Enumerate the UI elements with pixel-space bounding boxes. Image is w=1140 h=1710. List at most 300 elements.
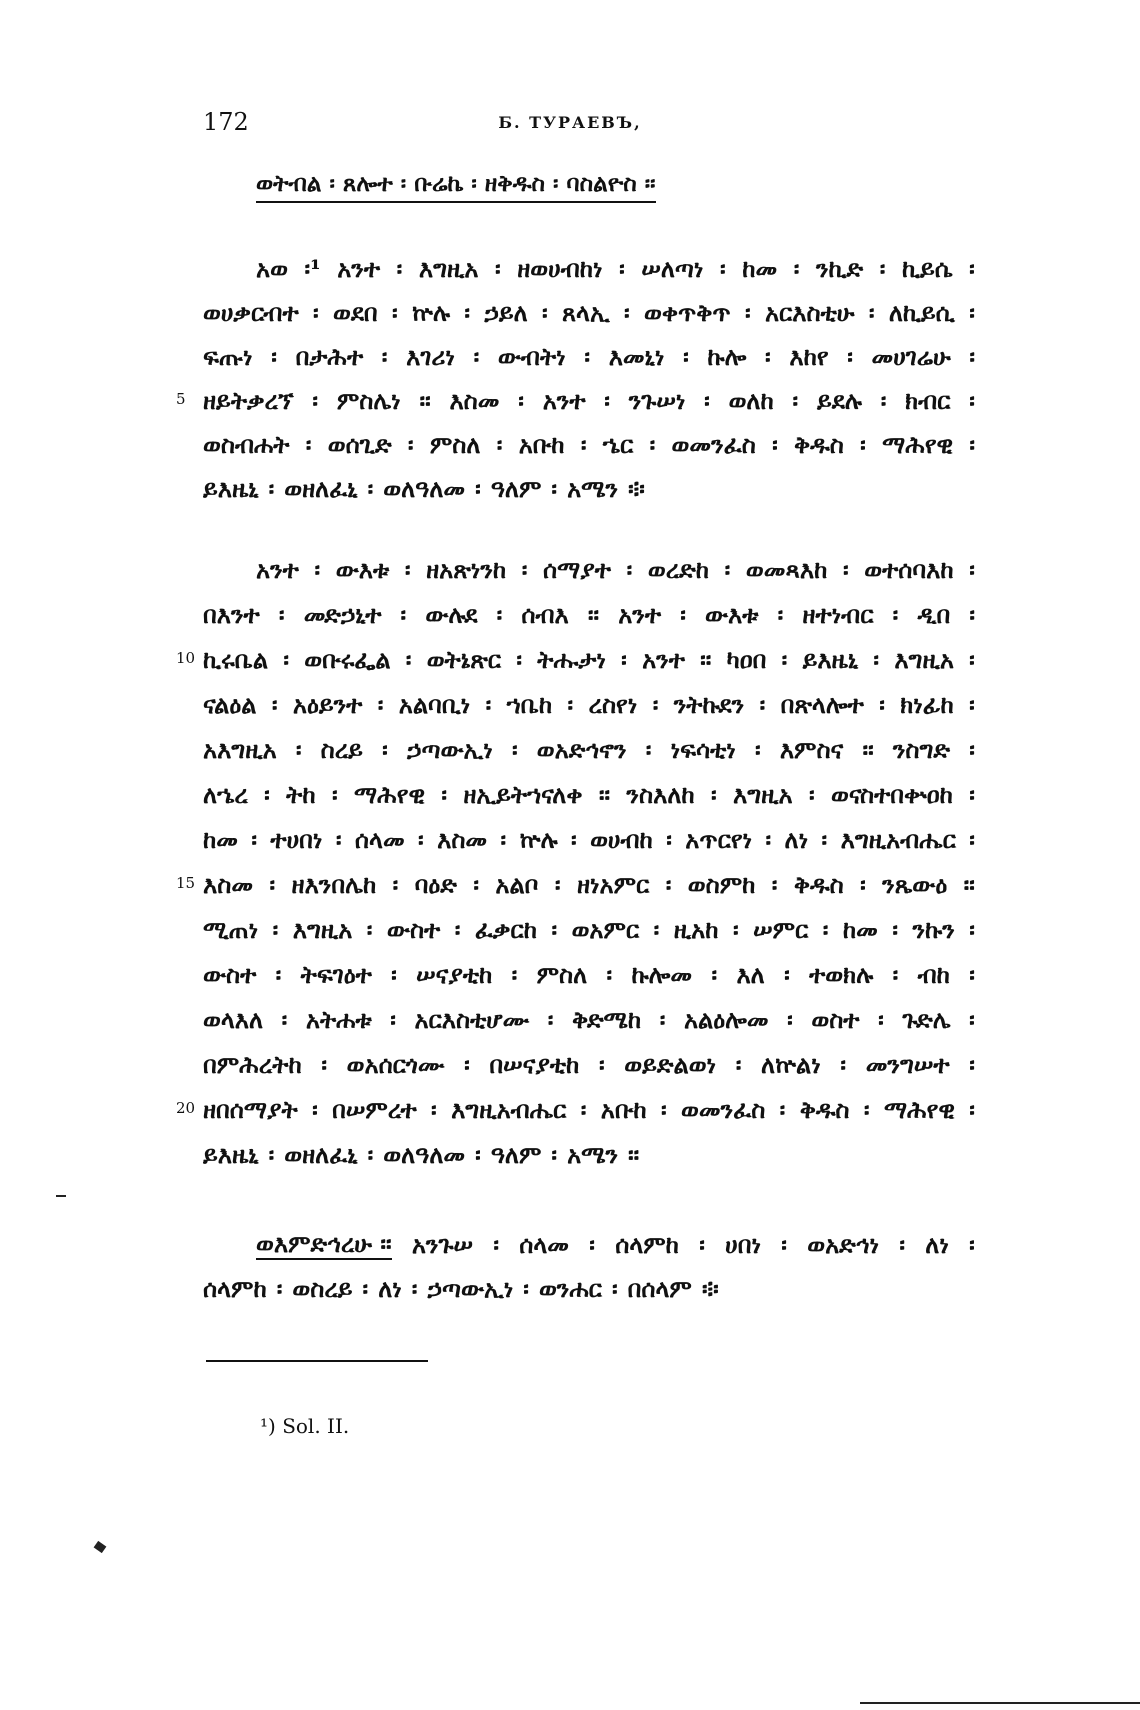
word: ፡ xyxy=(511,959,518,989)
word: ወቡሩፌል xyxy=(304,644,391,674)
word: ፡ xyxy=(645,734,652,764)
word: ኃጣውኢነ xyxy=(427,1273,514,1303)
word: ፡ xyxy=(396,253,403,283)
word: ፡ xyxy=(295,734,302,764)
word: ምስለ xyxy=(536,959,588,989)
word: ፡ xyxy=(567,689,574,719)
word: ኄር xyxy=(602,429,634,459)
word: ለነ xyxy=(925,1229,949,1259)
word: ፍጡነ xyxy=(203,341,253,371)
word: ፡ xyxy=(754,734,761,764)
word: ሰላመ xyxy=(354,824,405,854)
word: ወስምከ xyxy=(687,869,756,899)
word: አቡከ xyxy=(600,1094,647,1124)
word: ተወክሉ xyxy=(809,959,874,989)
word: ፡ xyxy=(772,429,778,459)
word: ማሕየዊ xyxy=(883,1094,955,1124)
word: ፡ xyxy=(551,914,558,944)
word: ውእቱ xyxy=(335,554,390,584)
word: ሠለጣነ xyxy=(641,253,704,283)
word: አርእስቲሁ xyxy=(764,297,855,327)
word: ውስተ xyxy=(386,914,441,944)
word: ፡ xyxy=(547,1004,554,1034)
scan-speck xyxy=(94,1541,107,1553)
word: እምስና xyxy=(779,734,844,764)
word: በጽላሎተ xyxy=(780,689,864,719)
word: ቅዱስ xyxy=(794,429,844,459)
word: ፡ xyxy=(711,959,718,989)
word: ፡ xyxy=(868,297,875,327)
word: ትሑታነ xyxy=(537,644,606,674)
word: ንጉሠነ xyxy=(628,385,686,415)
line-number: 15 xyxy=(176,874,196,892)
word: ምስሌነ xyxy=(336,385,401,415)
word: ፡ xyxy=(464,1049,470,1079)
word: ወንሐር xyxy=(538,1273,602,1303)
text-line xyxy=(203,594,975,634)
word: ፡ xyxy=(969,1004,975,1034)
footnote xyxy=(260,1414,349,1438)
word: መንግሠተ xyxy=(865,1049,950,1079)
word: ፡ xyxy=(331,779,338,809)
word: እለ xyxy=(736,959,765,989)
word: ፡ xyxy=(551,1139,558,1169)
word: መሀገሬሁ xyxy=(871,341,951,371)
word: እከየ xyxy=(789,341,829,371)
word: ፡ xyxy=(787,1004,793,1034)
word: ትከ xyxy=(286,779,316,809)
word: ወላእለ xyxy=(203,1004,264,1034)
word: ፡ xyxy=(969,253,975,283)
word: ወትኔጽር xyxy=(426,644,502,674)
word: ፡ xyxy=(278,599,285,629)
word: ወደበ xyxy=(333,297,378,327)
word: ሰላምከ xyxy=(203,1273,267,1303)
word: አሜን xyxy=(567,473,619,503)
word: ፡ xyxy=(624,297,630,327)
word: ኃጣውኢነ xyxy=(406,734,493,764)
text-line xyxy=(256,1224,975,1264)
word: ሰብእ xyxy=(521,599,569,629)
word: ፡ xyxy=(405,644,412,674)
word: አንተ xyxy=(618,599,662,629)
word: ፡ xyxy=(969,1094,975,1124)
word: ክብር xyxy=(905,385,951,415)
word: እግዚአብሔር xyxy=(451,1094,567,1124)
word: ፡ xyxy=(842,554,849,584)
word: እስመ xyxy=(203,869,254,899)
word: ፡ xyxy=(653,914,660,944)
word: ፡ xyxy=(892,959,899,989)
word: ፡ xyxy=(611,1273,618,1303)
text-line xyxy=(203,684,975,724)
word: ፡¹ xyxy=(304,253,321,283)
word: ኪይሴ xyxy=(901,253,953,283)
text-line xyxy=(256,248,975,288)
text-line xyxy=(203,999,975,1039)
word: ፡ xyxy=(335,824,342,854)
word: ፡ xyxy=(604,385,610,415)
line-number: 10 xyxy=(176,649,196,667)
word: አሜን xyxy=(567,1139,619,1169)
section-heading: ወትብል ፡ ጸሎተ ፡ ቡሬኬ ፡ ዘቅዱስ ፡ ባስልዮስ ። xyxy=(256,170,656,203)
word: ፡ xyxy=(251,824,258,854)
word: ፡ xyxy=(485,689,492,719)
word: ፡ xyxy=(390,1004,396,1034)
word: ። xyxy=(862,734,874,764)
word: ፡ xyxy=(969,297,975,327)
word: ወአሰርጎሙ xyxy=(346,1049,445,1079)
word: ፡ xyxy=(392,869,399,899)
text-line xyxy=(203,1134,975,1174)
word: እገሪነ xyxy=(406,341,455,371)
word: ፡ xyxy=(580,429,587,459)
word: አትሐቱ xyxy=(305,1004,372,1034)
word: ፡ xyxy=(404,554,411,584)
word: ፡ xyxy=(541,297,548,327)
scan-speck xyxy=(56,1195,66,1197)
text-line xyxy=(203,424,975,464)
word: እግዚአ xyxy=(418,253,479,283)
text-line xyxy=(203,1268,975,1308)
word: ሠናያቲከ xyxy=(416,959,493,989)
word: ፡ xyxy=(598,1049,605,1079)
word: ኩሎ xyxy=(707,341,747,371)
word: ቅዱስ xyxy=(793,869,844,899)
word: ፡ xyxy=(879,253,886,283)
word: ሰማያተ xyxy=(543,554,611,584)
word: ፡ xyxy=(765,824,772,854)
word: ፡ xyxy=(571,824,577,854)
word: በምሕረትከ xyxy=(203,1049,302,1079)
word: ትፍገዕተ xyxy=(300,959,372,989)
word: ዘኢይትኀናለቀ xyxy=(463,779,583,809)
word: ወለዓለመ xyxy=(383,473,466,503)
text-line xyxy=(203,1089,975,1129)
word: ወስተ xyxy=(811,1004,860,1034)
word: ዘእንበሌከ xyxy=(291,869,377,899)
word: ፡ xyxy=(793,253,800,283)
text-line xyxy=(203,468,975,508)
word: ረስየነ xyxy=(588,689,638,719)
word: ፡ xyxy=(475,473,481,503)
word: ፡ xyxy=(366,914,373,944)
word: ፡ xyxy=(551,473,558,503)
word: አርእስቲሆሙ xyxy=(414,1004,530,1034)
word: መድኃኒተ xyxy=(303,599,382,629)
word: ፡ xyxy=(313,297,319,327)
word: ፡ xyxy=(878,1004,884,1034)
word: ፨ xyxy=(701,1273,719,1303)
word: ፡ xyxy=(735,1049,742,1079)
word: ፡ xyxy=(969,554,975,584)
word: ፡ xyxy=(863,1094,870,1124)
word: ። xyxy=(700,644,712,674)
text-line xyxy=(203,336,975,376)
word: ። xyxy=(628,1139,640,1169)
word: በሠናያቲከ xyxy=(489,1049,580,1079)
word: ሠምር xyxy=(753,914,809,944)
word: ፡ xyxy=(392,297,398,327)
word: አእግዚአ xyxy=(203,734,277,764)
word: ፡ xyxy=(321,1049,328,1079)
word: አልባቢነ xyxy=(398,689,471,719)
text-line xyxy=(203,774,975,814)
word: ቅዱስ xyxy=(799,1094,850,1124)
word: ፡ xyxy=(969,689,975,719)
word: ባዕድ xyxy=(414,869,457,899)
word: ፡ xyxy=(808,779,815,809)
word: ፡ xyxy=(969,959,975,989)
word: ፡ xyxy=(765,341,771,371)
running-title: Б. ТУРАЕВЪ, xyxy=(498,113,642,132)
word: ዓለም xyxy=(490,1139,542,1169)
word: ወአድኅኖን xyxy=(536,734,627,764)
word: ለኪይሲ xyxy=(888,297,955,327)
word: ውብትነ xyxy=(497,341,566,371)
word: ፡ xyxy=(759,689,766,719)
word: ዘይትቃረኘ xyxy=(203,385,294,415)
word: ፡ xyxy=(362,1273,369,1303)
word: ፡ xyxy=(431,1094,437,1124)
word: ፡ xyxy=(666,824,672,854)
word: ንስግድ xyxy=(892,734,951,764)
word: ወመንፈስ xyxy=(671,429,756,459)
word: ፡ xyxy=(276,1273,283,1303)
word: ኀቤከ xyxy=(506,689,553,719)
word: ፡ xyxy=(860,869,866,899)
word: ዘነአምር xyxy=(576,869,650,899)
word: ይእዜኒ xyxy=(203,1139,259,1169)
word: ፡ xyxy=(473,869,479,899)
word: እስመ xyxy=(449,385,500,415)
word: ፡ xyxy=(781,1229,787,1259)
word: ፡ xyxy=(584,341,591,371)
word: ፡ xyxy=(606,959,613,989)
line-number: 5 xyxy=(176,390,186,408)
word: ፡ xyxy=(496,429,503,459)
word: ፡ xyxy=(892,599,899,629)
word: ፡ xyxy=(969,385,975,415)
word: ወለከ xyxy=(728,385,774,415)
word: ፡ xyxy=(554,869,561,899)
word: ማሕየዊ xyxy=(354,779,425,809)
word: ሰላመ xyxy=(519,1229,569,1259)
word: ሀበነ xyxy=(725,1229,762,1259)
word: ንትኩደን xyxy=(673,689,745,719)
word: ፡ xyxy=(496,599,503,629)
word: ፡ xyxy=(969,429,975,459)
word: ከመ xyxy=(203,824,238,854)
word: ፡ xyxy=(626,554,633,584)
word: ለነ xyxy=(784,824,809,854)
line-number: 20 xyxy=(176,1099,196,1117)
word: ፡ xyxy=(704,385,710,415)
word: ፡ xyxy=(873,644,880,674)
word: ቅድሜከ xyxy=(572,1004,642,1034)
footnote-marker: ¹) xyxy=(260,1414,276,1438)
word: ወለዓለመ xyxy=(383,1139,466,1169)
word: ኃይለ xyxy=(484,297,528,327)
word: ማሕየዊ xyxy=(882,429,954,459)
word: ፡ xyxy=(580,1094,587,1124)
word: ፡ xyxy=(268,1139,275,1169)
word: ፡ xyxy=(847,341,853,371)
word: ፡ xyxy=(683,341,689,371)
word: ፡ xyxy=(969,599,975,629)
word: ፡ xyxy=(391,959,397,989)
word: ፡ xyxy=(649,429,656,459)
word: እግዚአ xyxy=(733,779,793,809)
word: ፡ xyxy=(821,824,828,854)
word: ፡ xyxy=(493,1229,499,1259)
word: ንጼውዕ xyxy=(882,869,948,899)
word: ናልዕል xyxy=(203,689,257,719)
text-line xyxy=(203,729,975,769)
word: ከመ xyxy=(742,253,778,283)
text-line xyxy=(256,549,975,589)
word: ፡ xyxy=(969,824,975,854)
word: ተሀበነ xyxy=(270,824,323,854)
word: ፡ xyxy=(271,341,277,371)
word: አንጉሠ xyxy=(411,1229,474,1259)
text-line xyxy=(203,1044,975,1084)
word: ፡ xyxy=(840,1049,847,1079)
word: ፡ xyxy=(473,341,480,371)
word: ይደሉ xyxy=(816,385,862,415)
word: ፡ xyxy=(377,689,384,719)
word: ፡ xyxy=(523,1273,529,1303)
word: ፡ xyxy=(860,429,866,459)
word: ፡ xyxy=(660,1094,667,1124)
word: ዓለም xyxy=(490,473,542,503)
word: ፡ xyxy=(521,554,528,584)
word: አንተ xyxy=(642,644,685,674)
word: ፡ xyxy=(892,914,898,944)
word: ፡ xyxy=(969,914,975,944)
word: ፡ xyxy=(969,779,975,809)
word: ፡ xyxy=(652,689,659,719)
word: ንኩን xyxy=(912,914,955,944)
word: ፡ xyxy=(268,473,275,503)
word: በእንተ xyxy=(203,599,260,629)
text-line xyxy=(203,954,975,994)
word: ወአምር xyxy=(571,914,640,944)
text-line xyxy=(203,864,975,904)
word: ሰላምከ xyxy=(615,1229,679,1259)
word: ፡ xyxy=(899,1229,905,1259)
word: ፡ xyxy=(400,599,407,629)
word: ዚአከ xyxy=(673,914,719,944)
word: አቡከ xyxy=(518,429,565,459)
word: አወ xyxy=(256,253,288,283)
word: ፡ xyxy=(367,473,374,503)
word: ፡ xyxy=(711,779,717,809)
word: ኩሎመ xyxy=(631,959,693,989)
word: ፡ xyxy=(511,734,518,764)
word: ፡ xyxy=(367,1139,374,1169)
word: ወቀጥቅጥ xyxy=(644,297,731,327)
word: ወይድልወነ xyxy=(624,1049,717,1079)
word: ይእዜኒ xyxy=(203,473,259,503)
word: ፡ xyxy=(589,1229,595,1259)
word: ፡ xyxy=(441,779,447,809)
word: ዘአጽነንከ xyxy=(426,554,507,584)
scan-edge-line xyxy=(860,1702,1140,1704)
word: እግዚአ xyxy=(894,644,954,674)
word: ፡ xyxy=(777,599,784,629)
word: ፡ xyxy=(382,734,388,764)
word: ። xyxy=(963,869,975,899)
word: ፡ xyxy=(312,1094,318,1124)
text-line xyxy=(203,819,975,859)
word: ወዘለፈኒ xyxy=(284,473,358,503)
word: ፡ xyxy=(454,914,461,944)
word: ፡ xyxy=(792,385,799,415)
word: ንኪድ xyxy=(815,253,864,283)
word: ፡ xyxy=(305,429,312,459)
word: ። xyxy=(598,779,611,809)
word: ይእዜኒ xyxy=(802,644,859,674)
word: ወስረይ xyxy=(292,1273,353,1303)
word: ፡ xyxy=(621,644,627,674)
word: ኵሉ xyxy=(412,297,451,327)
word: እስመ xyxy=(437,824,488,854)
word: ፡ xyxy=(283,644,289,674)
word: ዲበ xyxy=(917,599,951,629)
word: ወሀቃርብተ xyxy=(203,297,299,327)
word: እግዚአብሔር xyxy=(840,824,956,854)
word: ዘወሀብከነ xyxy=(517,253,603,283)
text-line xyxy=(203,639,975,679)
word: አዕይንተ xyxy=(292,689,363,719)
word: ፡ xyxy=(272,914,279,944)
word: አንተ xyxy=(542,385,586,415)
word: ፡ xyxy=(281,1004,288,1034)
word: ነፍሳቲነ xyxy=(670,734,736,764)
word: ንስእለከ xyxy=(626,779,695,809)
word: ወመንፈስ xyxy=(681,1094,766,1124)
word: ፡ xyxy=(969,341,975,371)
word: አንተ xyxy=(337,253,381,283)
word: ፡ xyxy=(724,554,731,584)
word: ፈቃርከ xyxy=(474,914,537,944)
word: ከመ xyxy=(842,914,878,944)
word: ፡ xyxy=(784,959,790,989)
word: ለኄረ xyxy=(203,779,248,809)
text-line xyxy=(203,292,975,332)
word: ወሀብከ xyxy=(590,824,653,854)
word: ወአድኅነ xyxy=(807,1229,880,1259)
word: ፡ xyxy=(781,644,788,674)
word: ፡ xyxy=(275,959,282,989)
word: ወሰጊድ xyxy=(327,429,392,459)
word: ካዐበ xyxy=(726,644,767,674)
word: ፡ xyxy=(495,253,501,283)
word: ፡ xyxy=(779,1094,786,1124)
word: በሰላም xyxy=(627,1273,692,1303)
word: ዘተነብር xyxy=(802,599,874,629)
word: ጉድሌ xyxy=(902,1004,951,1034)
word: ስረይ xyxy=(320,734,363,764)
word: ወናስተበቍዐከ xyxy=(831,779,953,809)
word: በታሕተ xyxy=(295,341,364,371)
word: አልቦ xyxy=(495,869,539,899)
word: ኪሩቤል xyxy=(203,644,269,674)
word: ወስብሐት xyxy=(203,429,290,459)
footnote-text: Sol. II. xyxy=(282,1414,350,1438)
lead-word: ወእምድኅረሁ ። xyxy=(256,1228,392,1258)
